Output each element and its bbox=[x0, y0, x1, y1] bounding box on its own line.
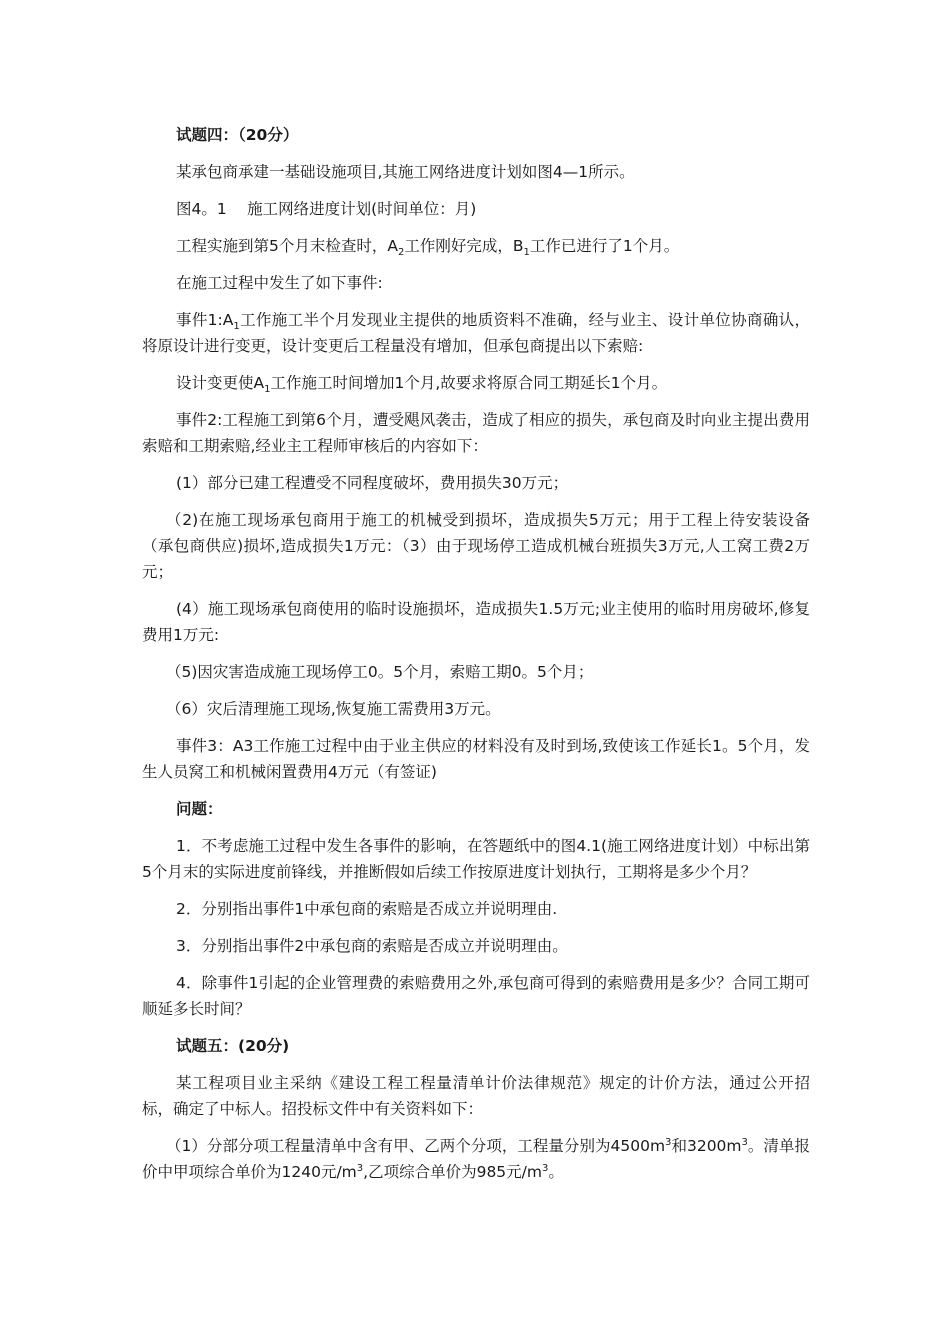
subscript: 1 bbox=[264, 384, 271, 396]
text-run: 工作施工半个月发现业主提供的地质资料不准确，经与业主、设计单位协商确认，将原设计进行变更，设计变更后工程量没有增加，但承包商提出以下索赔: bbox=[142, 311, 810, 355]
event-2-item-1: (1）部分已建工程遭受不同程度破坏，费用损失30万元； bbox=[176, 474, 569, 492]
question-4: 4．除事件1引起的企业管理费的索赔费用之外,承包商可得到的索赔费用是多少？合同工期可顺延多长时间？ bbox=[142, 974, 810, 1018]
event-1-paragraph bbox=[142, 307, 810, 359]
q4-intro: 某承包商承建一基础设施项目,其施工网络进度计划如图4—1所示。 bbox=[176, 163, 635, 181]
question-2: 2．分别指出事件1中承包商的索赔是否成立并说明理由. bbox=[176, 900, 558, 918]
event-1-claim-paragraph bbox=[142, 370, 810, 396]
text-run: 工作施工时间增加1个月,故要求将原合同工期延长1个月。 bbox=[270, 374, 668, 392]
text-run: 设计变更使A bbox=[176, 374, 265, 392]
question-3: 3．分别指出事件2中承包商的索赔是否成立并说明理由。 bbox=[176, 937, 568, 955]
figure-caption: 图4。1 施工网络进度计划(时间单位：月) bbox=[176, 200, 477, 218]
event-3-paragraph: 事件3：A3工作施工过程中由于业主供应的材料没有及时到场,致使该工作延长1。5个月，发生人员窝工和机械闲置费用4万元（有签证) bbox=[142, 737, 810, 781]
text-run: 。 bbox=[548, 1163, 564, 1181]
event-2-item-5: （5)因灾害造成施工现场停工0。5个月，索赔工期0。5个月； bbox=[166, 663, 594, 681]
subscript: 1 bbox=[233, 321, 240, 333]
text-run: 工作已进行了1个月。 bbox=[529, 237, 680, 255]
section-title-q5: 试题五：(20分) bbox=[176, 1037, 290, 1055]
progress-check-paragraph bbox=[142, 233, 810, 259]
subscript: 1 bbox=[523, 247, 530, 259]
event-2-paragraph: 事件2:工程施工到第6个月，遭受飓风袭击，造成了相应的损失，承包商及时向业主提出费用索赔和工期索赔,经业主工程师审核后的内容如下： bbox=[142, 411, 810, 455]
text-run: 事件1:A bbox=[176, 311, 234, 329]
event-2-item-2-3: （2)在施工现场承包商用于施工的机械受到损坏，造成损失5万元；用于工程上待安装设备（承包商供应)损坏,造成损失1万元：（3）由于现场停工造成机械台班损失3万元,人工窝工费2万元； bbox=[142, 511, 810, 581]
superscript: 3 bbox=[741, 1136, 748, 1148]
superscript: 3 bbox=[542, 1162, 549, 1174]
text-run: 和3200m bbox=[671, 1137, 742, 1155]
superscript: 3 bbox=[356, 1162, 364, 1174]
q5-intro: 某工程项目业主采纳《建设工程工程量清单计价法律规范》规定的计价方法，通过公开招标，确定了中标人。招投标文件中有关资料如下： bbox=[142, 1074, 810, 1118]
text-run: 工作刚好完成，B bbox=[404, 237, 524, 255]
document-body bbox=[142, 122, 810, 1196]
q5-item-1 bbox=[142, 1133, 810, 1185]
superscript: 3 bbox=[665, 1136, 672, 1148]
subscript: 2 bbox=[397, 247, 405, 259]
event-2-item-4: (4）施工现场承包商使用的临时设施损坏，造成损失1.5万元;业主使用的临时用房破坏,修复费用1万元: bbox=[142, 600, 810, 644]
question-1: 1．不考虑施工过程中发生各事件的影响，在答题纸中的图4.1(施工网络进度计划）中标出第5个月末的实际进度前锋线，并推断假如后续工作按原进度计划执行，工期将是多少个月？ bbox=[142, 837, 810, 881]
event-2-item-6: （6）灾后清理施工现场,恢复施工需费用3万元。 bbox=[166, 700, 501, 718]
text-run: （1）分部分项工程量清单中含有甲、乙两个分项，工程量分别为4500m bbox=[166, 1137, 666, 1155]
section-title-q4: 试题四：（20分） bbox=[176, 126, 299, 144]
text-run: ,乙项综合单价为985元/m bbox=[363, 1163, 542, 1181]
questions-title: 问题： bbox=[176, 800, 223, 818]
events-intro: 在施工过程中发生了如下事件: bbox=[176, 274, 383, 292]
text-run: 。清单报价中甲项综合单价为1240元/m bbox=[142, 1137, 810, 1181]
text-run: 工程实施到第5个月末检查时，A bbox=[176, 237, 398, 255]
